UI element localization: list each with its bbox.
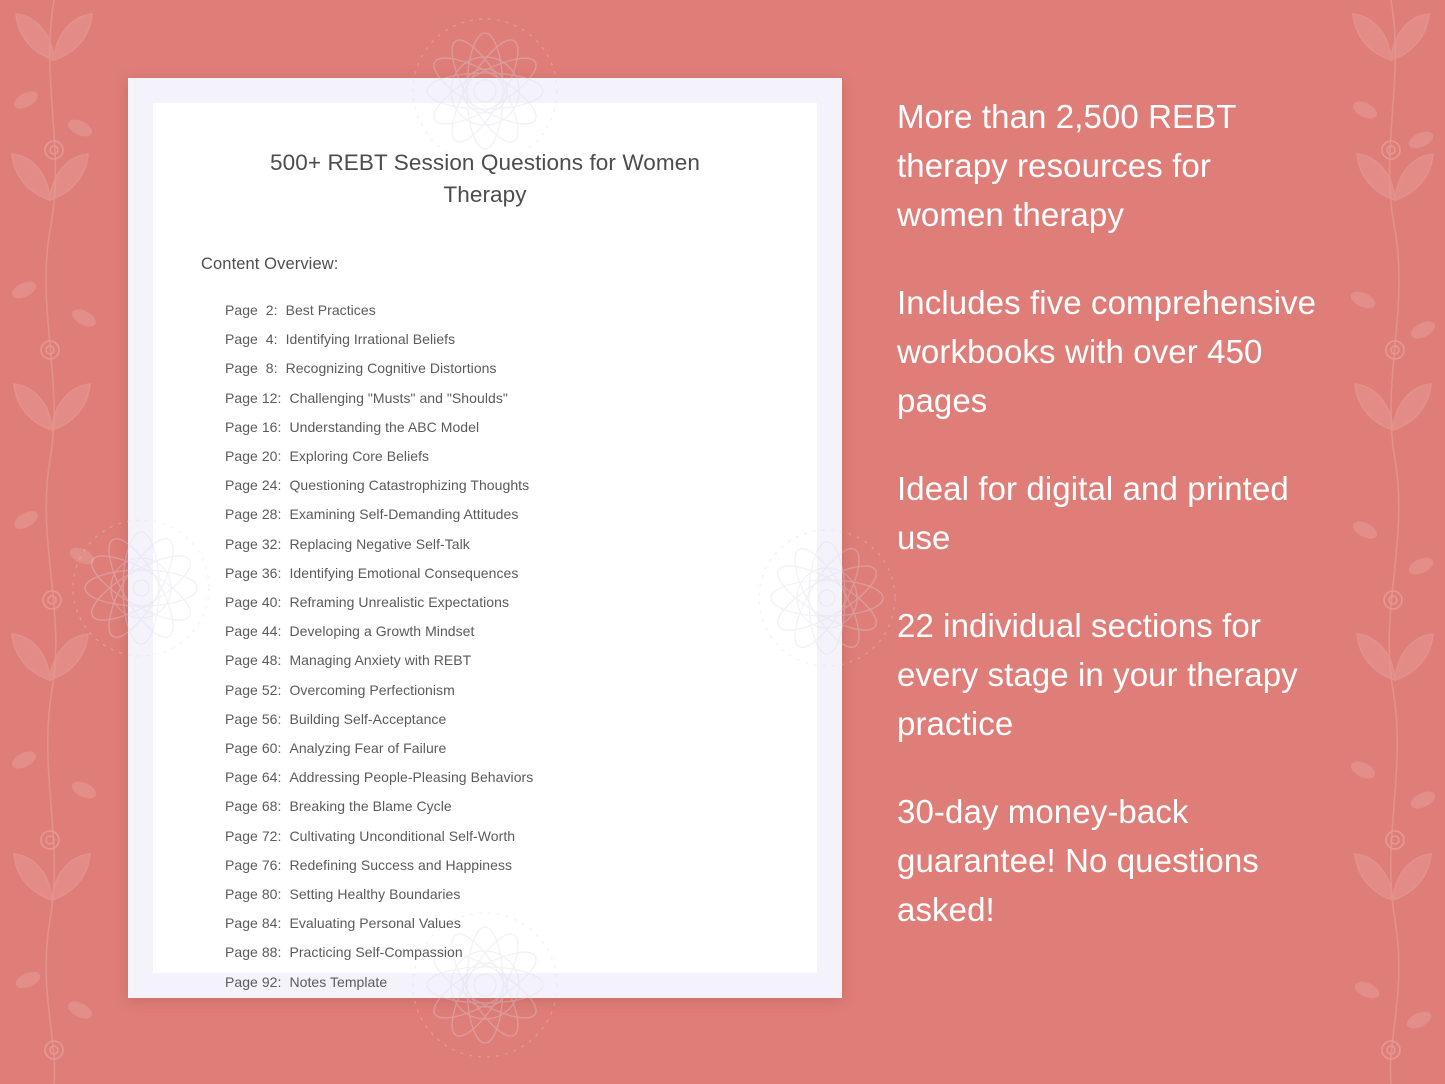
table-of-contents-row xyxy=(201,792,769,821)
table-of-contents-row xyxy=(201,851,769,880)
toc-page-number: Page 20: xyxy=(225,448,282,465)
toc-entry-title: Building Self-Acceptance xyxy=(289,710,447,727)
table-of-contents-row xyxy=(201,588,769,617)
table-of-contents-row xyxy=(201,530,769,559)
feature-item: Ideal for digital and printed use xyxy=(897,470,1289,556)
feature-list xyxy=(897,92,1327,934)
toc-entry-title: Notes Template xyxy=(289,973,388,990)
toc-page-number: Page 48: xyxy=(225,652,282,669)
toc-page-number: Page 76: xyxy=(225,856,282,873)
toc-page-number: Page 52: xyxy=(225,681,282,698)
floral-border-right-decoration xyxy=(1337,0,1445,1084)
table-of-contents xyxy=(201,296,769,997)
toc-entry-title: Questioning Catastrophizing Thoughts xyxy=(289,477,530,494)
table-of-contents-row xyxy=(201,354,769,383)
toc-page-number: Page 44: xyxy=(225,623,282,640)
toc-entry-title: Recognizing Cognitive Distortions xyxy=(285,360,497,377)
toc-page-number: Page 92: xyxy=(225,973,282,990)
floral-border-left-decoration xyxy=(0,0,108,1084)
toc-page-number: Page 64: xyxy=(225,769,282,786)
table-of-contents-row xyxy=(201,968,769,997)
table-of-contents-row xyxy=(201,296,769,325)
table-of-contents-row xyxy=(201,734,769,763)
table-of-contents-row xyxy=(201,559,769,588)
toc-entry-title: Analyzing Fear of Failure xyxy=(289,740,447,757)
toc-page-number: Page 16: xyxy=(225,418,282,435)
toc-entry-title: Identifying Irrational Beliefs xyxy=(285,331,456,348)
table-of-contents-row xyxy=(201,676,769,705)
table-of-contents-row xyxy=(201,442,769,471)
table-of-contents-row xyxy=(201,413,769,442)
toc-entry-title: Redefining Success and Happiness xyxy=(289,856,513,873)
toc-entry-title: Setting Healthy Boundaries xyxy=(289,886,461,903)
feature-item: Includes five comprehensive workbooks with over 450 pages xyxy=(897,284,1317,419)
toc-page-number: Page 4: xyxy=(225,331,278,348)
toc-entry-title: Understanding the ABC Model xyxy=(289,418,480,435)
toc-entry-title: Practicing Self-Compassion xyxy=(289,944,463,961)
document-title: 500+ REBT Session Questions for Women Therapy xyxy=(270,150,700,207)
toc-page-number: Page 12: xyxy=(225,389,282,406)
feature-item: More than 2,500 REBT therapy resources for women therapy xyxy=(897,98,1236,233)
toc-entry-title: Cultivating Unconditional Self-Worth xyxy=(289,827,516,844)
table-of-contents-row xyxy=(201,617,769,646)
toc-page-number: Page 80: xyxy=(225,886,282,903)
table-of-contents-row xyxy=(201,909,769,938)
toc-page-number: Page 56: xyxy=(225,710,282,727)
toc-page-number: Page 32: xyxy=(225,535,282,552)
toc-entry-title: Managing Anxiety with REBT xyxy=(289,652,472,669)
toc-entry-title: Challenging "Musts" and "Shoulds" xyxy=(289,389,508,406)
table-of-contents-row xyxy=(201,500,769,529)
table-of-contents-row xyxy=(201,763,769,792)
toc-page-number: Page 72: xyxy=(225,827,282,844)
table-of-contents-row xyxy=(201,384,769,413)
toc-page-number: Page 88: xyxy=(225,944,282,961)
toc-entry-title: Overcoming Perfectionism xyxy=(289,681,455,698)
toc-entry-title: Replacing Negative Self-Talk xyxy=(289,535,470,552)
toc-page-number: Page 28: xyxy=(225,506,282,523)
toc-entry-title: Breaking the Blame Cycle xyxy=(289,798,452,815)
toc-page-number: Page 24: xyxy=(225,477,282,494)
toc-page-number: Page 8: xyxy=(225,360,278,377)
document-page xyxy=(153,103,817,990)
table-of-contents-row xyxy=(201,705,769,734)
table-of-contents-row xyxy=(201,325,769,354)
toc-page-number: Page 60: xyxy=(225,740,282,757)
table-of-contents-row xyxy=(201,646,769,675)
toc-entry-title: Exploring Core Beliefs xyxy=(289,448,430,465)
feature-item: 30-day money-back guarantee! No questions asked! xyxy=(897,793,1259,928)
table-of-contents-row xyxy=(201,822,769,851)
toc-entry-title: Developing a Growth Mindset xyxy=(289,623,475,640)
toc-page-number: Page 36: xyxy=(225,564,282,581)
toc-page-number: Page 2: xyxy=(225,302,278,318)
table-of-contents-row xyxy=(201,471,769,500)
toc-page-number: Page 68: xyxy=(225,798,282,815)
content-overview-label: Content Overview: xyxy=(201,255,339,273)
toc-entry-title: Examining Self-Demanding Attitudes xyxy=(289,506,519,523)
toc-entry-title: Reframing Unrealistic Expectations xyxy=(289,594,510,611)
toc-entry-title: Identifying Emotional Consequences xyxy=(289,564,519,581)
toc-page-number: Page 84: xyxy=(225,915,282,932)
toc-entry-title: Addressing People-Pleasing Behaviors xyxy=(289,769,534,786)
document-preview-card xyxy=(128,78,842,998)
table-of-contents-row xyxy=(201,938,769,967)
toc-entry-title: Best Practices xyxy=(285,302,376,318)
table-of-contents-row xyxy=(201,880,769,909)
toc-entry-title: Evaluating Personal Values xyxy=(289,915,461,932)
feature-item: 22 individual sections for every stage in your therapy practice xyxy=(897,607,1298,742)
toc-page-number: Page 40: xyxy=(225,594,282,611)
